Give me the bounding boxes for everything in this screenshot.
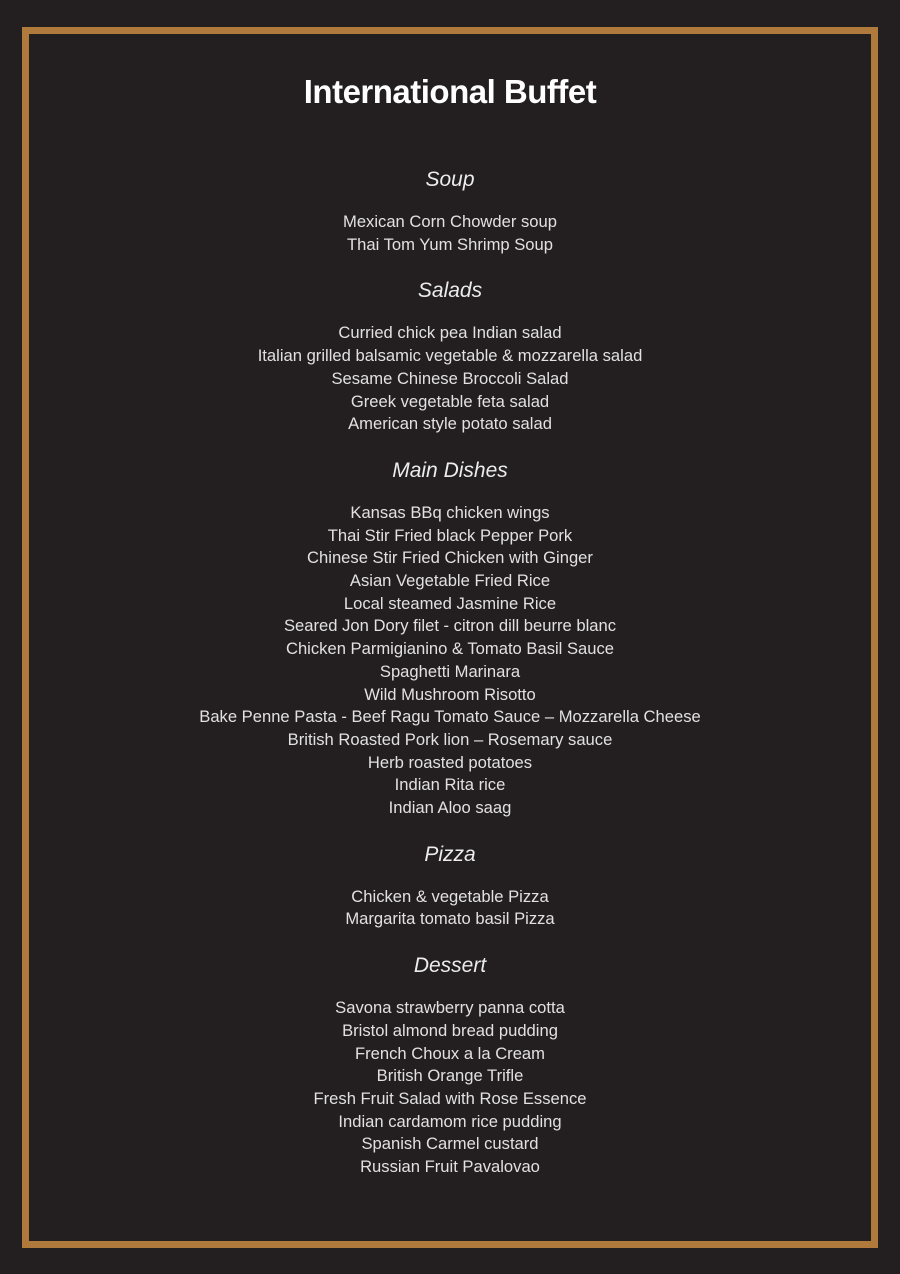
- menu-item: Fresh Fruit Salad with Rose Essence: [313, 1088, 587, 1108]
- menu-item: Seared Jon Dory filet - citron dill beurre blanc: [283, 616, 617, 636]
- menu-item: Asian Vegetable Fried Rice: [349, 571, 551, 591]
- menu-sections: [0, 168, 900, 1202]
- section-heading: Salads: [417, 279, 483, 303]
- menu-item: Herb roasted potatoes: [367, 752, 533, 772]
- menu-item: Thai Stir Fried black Pepper Pork: [327, 525, 573, 545]
- menu-item: Greek vegetable feta salad: [350, 391, 550, 411]
- section-heading: Pizza: [424, 842, 476, 866]
- menu-item: Kansas BBq chicken wings: [350, 502, 550, 522]
- menu-item: Indian Rita rice: [394, 775, 506, 795]
- section-heading: Soup: [425, 168, 475, 191]
- menu-item: Bristol almond bread pudding: [342, 1020, 558, 1040]
- menu-section-dessert: [0, 954, 900, 1179]
- menu-section-main-dishes: [0, 459, 900, 820]
- menu-item: Italian grilled balsamic vegetable & mozzarella salad: [257, 346, 643, 366]
- menu-item: Thai Tom Yum Shrimp Soup: [347, 234, 553, 254]
- section-heading: Main Dishes: [392, 458, 508, 482]
- menu-item: Indian cardamom rice pudding: [338, 1111, 562, 1131]
- menu-item: Chicken Parmigianino & Tomato Basil Sauce: [285, 639, 615, 659]
- menu-item: Mexican Corn Chowder soup: [343, 212, 557, 231]
- menu-item: Bake Penne Pasta - Beef Ragu Tomato Sauce – Mozzarella Cheese: [199, 707, 701, 727]
- menu-section-soup: [0, 168, 900, 256]
- menu-item: Margarita tomato basil Pizza: [345, 909, 555, 929]
- menu-item: Curried chick pea Indian salad: [338, 323, 562, 343]
- menu-section-salads: [0, 279, 900, 436]
- menu-item: Spanish Carmel custard: [361, 1134, 539, 1154]
- menu-item: British Roasted Pork lion – Rosemary sauce: [287, 729, 613, 749]
- menu-item: British Orange Trifle: [376, 1066, 524, 1086]
- menu-section-pizza: [0, 843, 900, 931]
- menu-item: Chinese Stir Fried Chicken with Ginger: [307, 548, 593, 568]
- menu-item: Spaghetti Marinara: [379, 661, 521, 681]
- menu-item: Indian Aloo saag: [388, 798, 512, 818]
- menu-item: Russian Fruit Pavalovao: [360, 1157, 540, 1177]
- menu-item: Savona strawberry panna cotta: [335, 998, 565, 1018]
- menu-item: French Choux a la Cream: [355, 1043, 545, 1063]
- menu-item: Wild Mushroom Risotto: [364, 684, 536, 704]
- menu-item: American style potato salad: [348, 414, 552, 434]
- section-heading: Dessert: [413, 954, 487, 978]
- menu-item: Chicken & vegetable Pizza: [351, 886, 549, 906]
- menu-title: International Buffet: [303, 73, 597, 110]
- menu-item: Local steamed Jasmine Rice: [343, 593, 557, 613]
- menu-item: Sesame Chinese Broccoli Salad: [331, 368, 569, 388]
